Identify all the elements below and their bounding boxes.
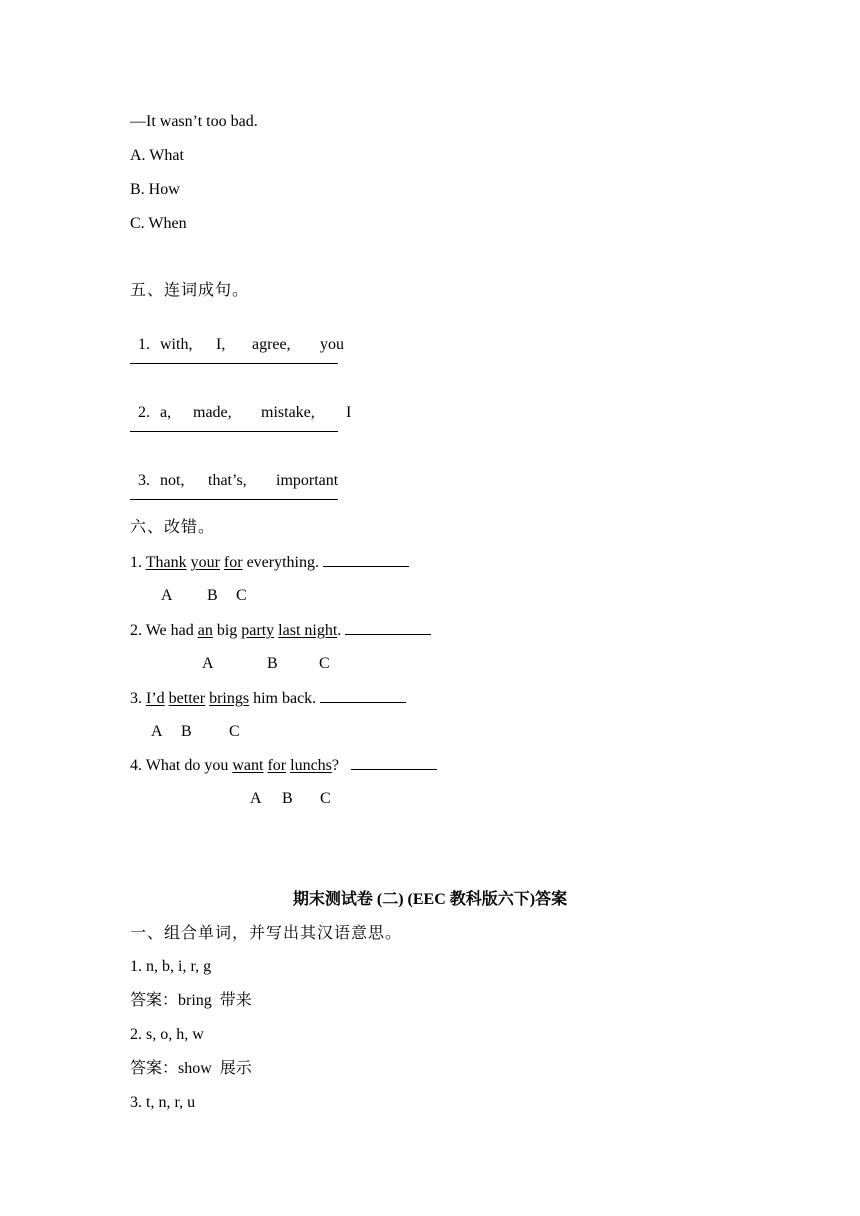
mark-a: A <box>161 587 173 604</box>
option-b: B. How <box>130 181 180 198</box>
error-item-2: 2. We had an big party last night. <box>130 620 431 641</box>
mark-b: B <box>282 790 293 807</box>
option-a: A. What <box>130 147 184 164</box>
word: not, <box>160 472 185 489</box>
word: a, <box>160 404 172 421</box>
underlined-b: party <box>241 622 275 639</box>
option-c: C. When <box>130 215 187 232</box>
word: made, <box>193 404 232 421</box>
mark-a: A <box>250 790 262 807</box>
underlined-b: for <box>267 757 287 774</box>
answer-line-2[interactable] <box>130 417 338 438</box>
mark-a: A <box>202 655 214 672</box>
underlined-b: your <box>190 554 220 571</box>
answer-letters-2: 2. s, o, h, w <box>130 1026 204 1043</box>
word: I <box>346 404 352 421</box>
item-number: 2. <box>138 404 150 421</box>
mark-a: A <box>151 723 163 740</box>
answer-blank[interactable] <box>323 552 409 567</box>
answer-letters-3: 3. t, n, r, u <box>130 1094 196 1111</box>
section-5-heading: 五、连词成句。 <box>130 282 250 299</box>
mark-c: C <box>236 587 247 604</box>
answer-key-title: 期末测试卷 (二) (EEC 教科版六下)答案 <box>292 891 568 908</box>
word: with, <box>160 336 193 353</box>
answer-2: 答案：show 展示 <box>130 1060 252 1077</box>
answer-section-1-heading: 一、组合单词，并写出其汉语意思。 <box>130 925 403 942</box>
answer-letters-1: 1. n, b, i, r, g <box>130 958 212 975</box>
mark-c: C <box>320 790 331 807</box>
answer-1: 答案：bring 带来 <box>130 992 252 1009</box>
underlined-c: last night <box>278 622 338 639</box>
answer-line-1[interactable] <box>130 349 338 370</box>
word: I, <box>216 336 226 353</box>
answer-blank[interactable] <box>320 688 406 703</box>
dialogue-response: —It wasn’t too bad. <box>130 113 258 130</box>
error-item-1: 1. Thank your for everything. <box>130 552 409 573</box>
mark-c: C <box>229 723 240 740</box>
underlined-a: Thank <box>145 554 187 571</box>
mark-b: B <box>207 587 218 604</box>
word: agree, <box>252 336 291 353</box>
item-number: 1. <box>138 336 150 353</box>
underlined-c: lunchs <box>290 757 332 774</box>
error-item-4: 4. What do you want for lunchs? <box>130 755 437 776</box>
underlined-a: want <box>232 757 264 774</box>
answer-blank[interactable] <box>351 755 437 770</box>
underlined-c: for <box>223 554 243 571</box>
underlined-c: brings <box>209 690 250 707</box>
underlined-b: better <box>168 690 206 707</box>
word: you <box>320 336 344 353</box>
word: mistake, <box>261 404 315 421</box>
section-6-heading: 六、改错。 <box>130 519 216 536</box>
word: important <box>276 472 339 489</box>
word: that’s, <box>208 472 247 489</box>
mark-c: C <box>319 655 330 672</box>
underlined-a: an <box>197 622 213 639</box>
underlined-a: I’d <box>146 690 165 707</box>
item-number: 3. <box>138 472 150 489</box>
mark-b: B <box>181 723 192 740</box>
answer-line-3[interactable] <box>130 485 338 506</box>
mark-b: B <box>267 655 278 672</box>
error-item-3: 3. I’d better brings him back. <box>130 688 406 709</box>
answer-blank[interactable] <box>345 620 431 635</box>
